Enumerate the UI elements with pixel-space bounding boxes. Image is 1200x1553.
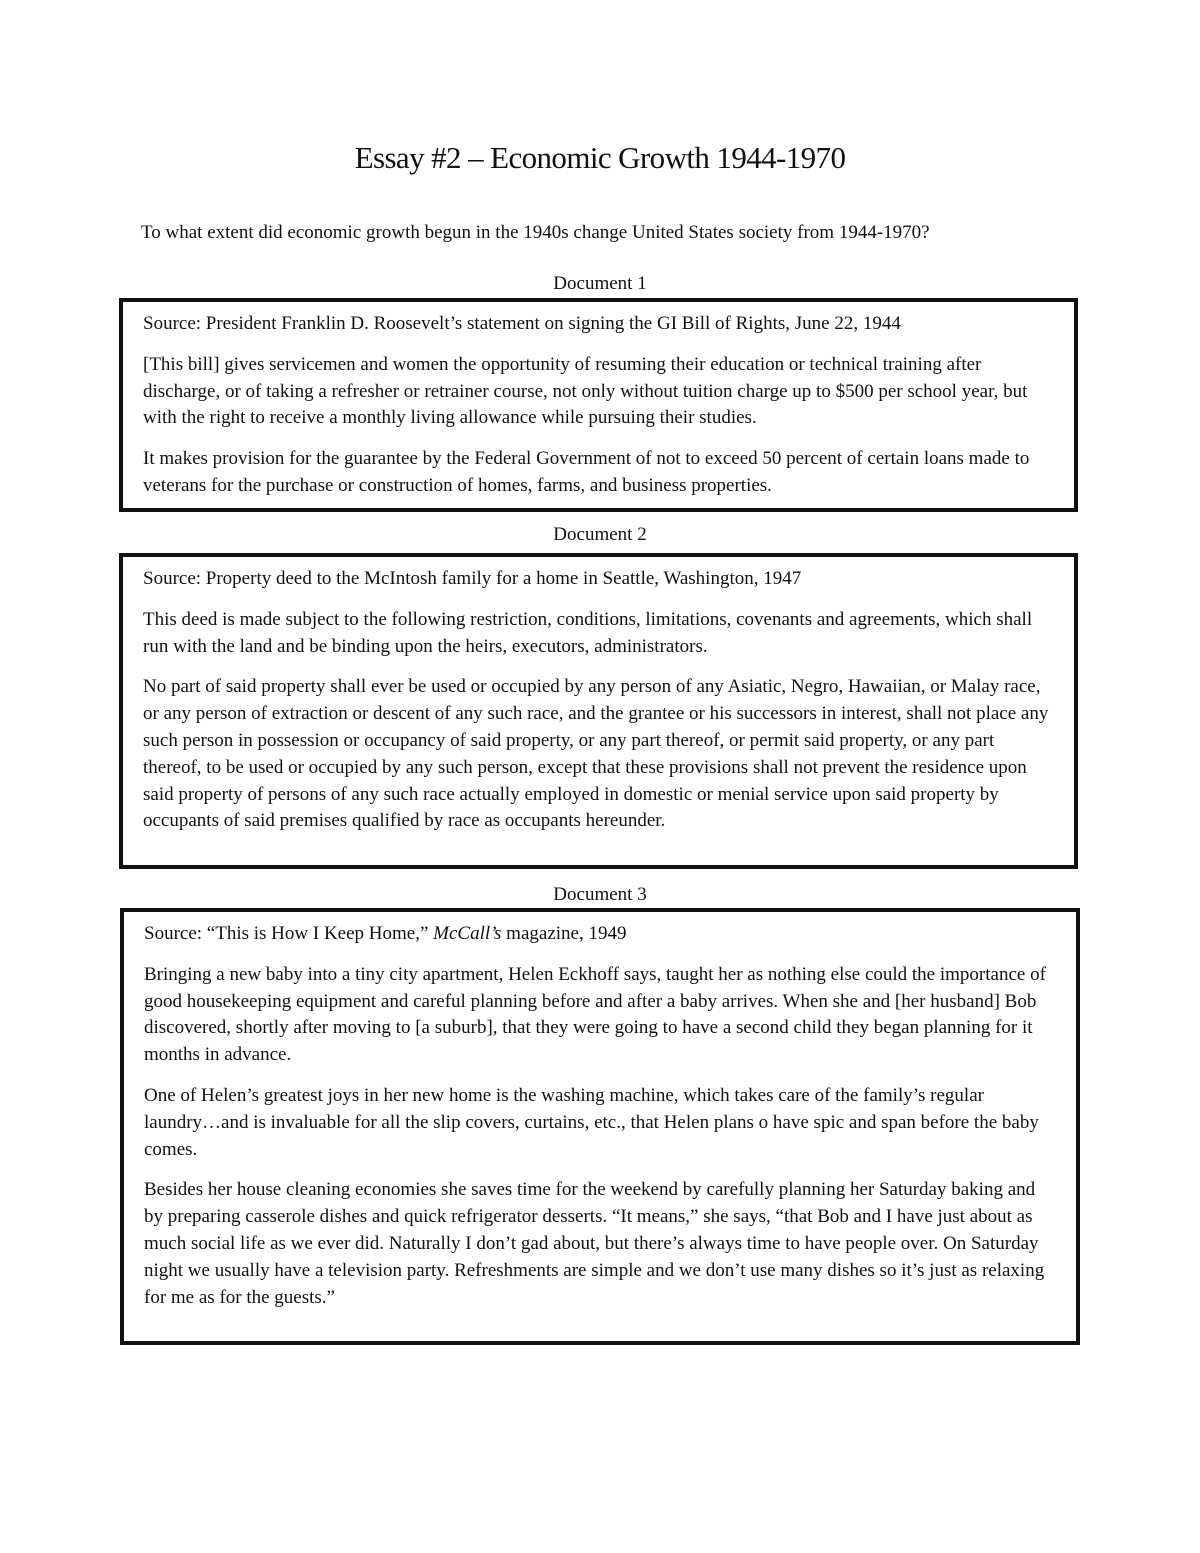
page-title: Essay #2 – Economic Growth 1944-1970 [354,140,846,175]
document-3-paragraph-3: Besides her house cleaning economies she saves time for the weekend by carefully planning her Saturday baking and by preparing casserole dishes and quick refrigerator desserts. “It means,” she says, “that Bob and I have just about as much social life as we ever did. Naturally I don’t gad about, but there’s always time to have people over. On Saturday night we usually have a television party. Refreshments are simple and we don’t use many dishes so it’s just as relaxing for me as for the guests.” [144,1179,1045,1308]
document-3-box [120,908,1080,1345]
document-1-heading: Document 1 [553,273,647,294]
essay-question: To what extent did economic growth begun in the 1940s change United States society from 1944-1970? [141,222,930,243]
document-3-heading: Document 3 [553,884,647,905]
document-3-source [144,921,1052,948]
document-1-paragraph-2: It makes provision for the guarantee by the Federal Government of not to exceed 50 percent of certain loans made to veterans for the purchase or construction of homes, farms, and business properties. [143,448,1030,496]
document-2-source: Source: Property deed to the McIntosh family for a home in Seattle, Washington, 1947 [143,568,802,589]
document-3-source-publication: McCall’s [433,923,502,944]
document-3-paragraph-2: One of Helen’s greatest joys in her new home is the washing machine, which takes care of the family’s regular laundry…and is invaluable for all the slip covers, curtains, etc., that Helen plans o have spic and span before the baby comes. [144,1084,1039,1160]
document-3-paragraph-1: Bringing a new baby into a tiny city apartment, Helen Eckhoff says, taught her as nothing else could the importance of good housekeeping equipment and careful planning before and after a baby arrives. When she and [her husband] Bob discovered, shortly after moving to [a suburb], that they were going to have a second child they began planning for it months in advance. [144,963,1046,1066]
document-2-box [119,553,1078,869]
document-1-box [119,298,1078,512]
document-3-source-suffix: magazine, 1949 [501,923,627,944]
document-2-paragraph-2: No part of said property shall ever be used or occupied by any person of any Asiatic, Negro, Hawaiian, or Malay race, or any person of extraction or descent of any such race, and the grantee or his successors in interest, shall not place any such person in possession or occupancy of said property, or any part thereof, or permit said property, or any part thereof, to be used or occupied by any such person, except that these provisions shall not prevent the residence upon said property of persons of any such race actually employed in domestic or menial service upon said property by occupants of said premises qualified by race as occupants hereunder. [143,676,1049,832]
document-2-heading: Document 2 [553,524,647,545]
document-3-source-prefix: Source: “This is How I Keep Home,” [144,923,434,944]
document-1-source: Source: President Franklin D. Roosevelt’s statement on signing the GI Bill of Rights, June 22, 1944 [143,313,901,334]
document-2-paragraph-1: This deed is made subject to the following restriction, conditions, limitations, covenants and agreements, which shall run with the land and be binding upon the heirs, executors, administrators. [143,608,1033,657]
document-1-paragraph-1: [This bill] gives servicemen and women the opportunity of resuming their education or technical training after discharge, or of taking a refresher or retrainer course, not only without tuition charge up to $500 per school year, but with the right to receive a monthly living allowance while pursuing their studies. [143,353,1028,429]
